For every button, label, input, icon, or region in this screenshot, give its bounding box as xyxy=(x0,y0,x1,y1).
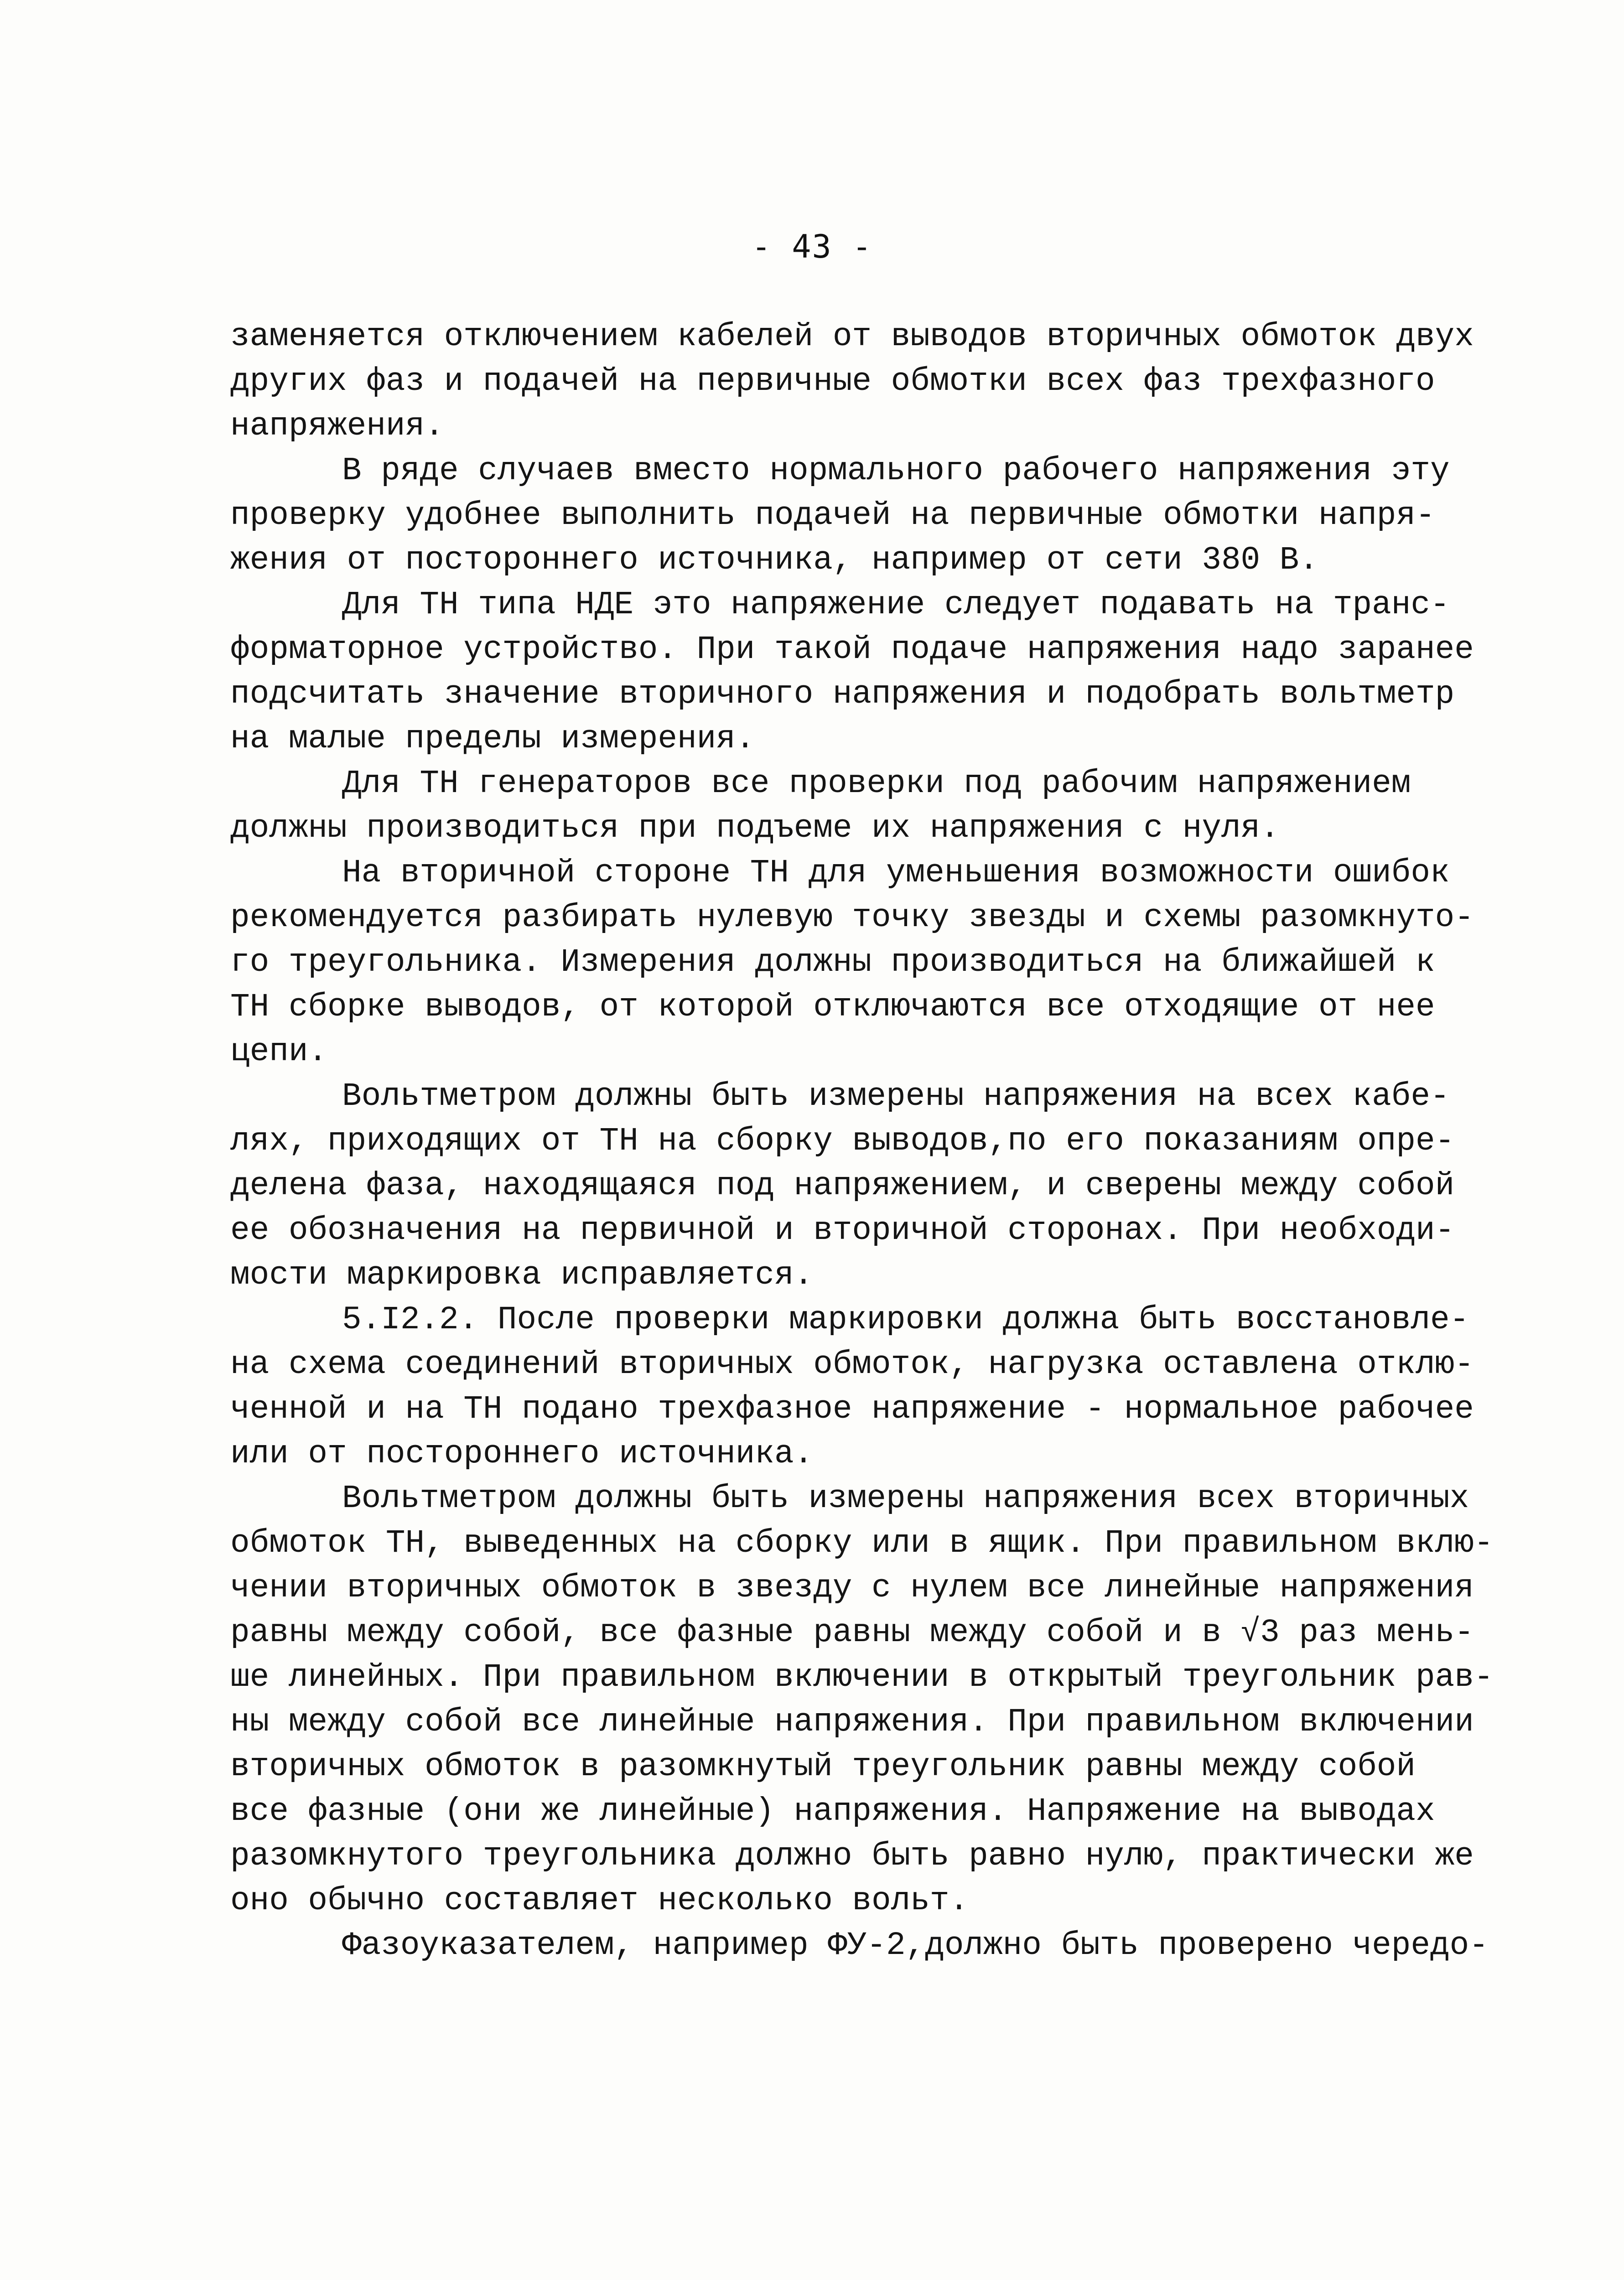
paragraph-first-line: Для ТН типа НДЕ это напряжение следует подавать на транс- xyxy=(342,587,1450,623)
text-line: жения от постороннего источника, например от сети 380 В. xyxy=(230,542,1318,579)
text-line: подсчитать значение вторичного напряжения и подобрать вольтметр xyxy=(230,676,1455,713)
text-line: оно обычно составляет несколько вольт. xyxy=(230,1883,969,1919)
paragraph-first-line: Вольтметром должны быть измерены напряжения на всех кабе- xyxy=(342,1078,1450,1115)
paragraph-first-line: Фазоуказателем, например ФУ-2,должно быть проверено чередо- xyxy=(342,1928,1489,1964)
text-line: рекомендуется разбирать нулевую точку звезды и схемы разомкнуто- xyxy=(230,900,1474,936)
paragraph-first-line: На вторичной стороне ТН для уменьшения возможности ошибок xyxy=(342,855,1450,891)
paragraph-first-line: 5.I2.2. После проверки маркировки должна быть восстановле- xyxy=(342,1302,1469,1338)
text-line: все фазные (они же линейные) напряжения. Напряжение на выводах xyxy=(230,1793,1435,1830)
page-number: - 43 - xyxy=(752,228,872,265)
text-line: разомкнутого треугольника должно быть равно нулю, практически же xyxy=(230,1838,1474,1875)
body-text xyxy=(230,315,1494,1968)
text-line: ТН сборке выводов, от которой отключаются все отходящие от нее xyxy=(230,989,1435,1026)
text-line: форматорное устройство. При такой подаче напряжения надо заранее xyxy=(230,632,1474,668)
text-line: других фаз и подачей на первичные обмотки всех фаз трехфазного xyxy=(230,363,1435,400)
text-line: проверку удобнее выполнить подачей на первичные обмотки напря- xyxy=(230,497,1435,534)
text-line: на малые пределы измерения. xyxy=(230,721,755,757)
text-line: обмоток ТН, выведенных на сборку или в ящик. При правильном вклю- xyxy=(230,1525,1494,1562)
text-line: напряжения. xyxy=(230,408,444,445)
text-line: равны между собой, все фазные равны между собой и в √3 раз мень- xyxy=(230,1615,1474,1651)
paragraph-first-line: Для ТН генераторов все проверки под рабочим напряжением xyxy=(342,766,1411,802)
text-line: делена фаза, находящаяся под напряжением, и сверены между собой xyxy=(230,1168,1455,1204)
text-line: ченной и на ТН подано трехфазное напряжение - нормальное рабочее xyxy=(230,1391,1474,1428)
text-line: ны между собой все линейные напряжения. При правильном включении xyxy=(230,1704,1474,1741)
text-line: чении вторичных обмоток в звезду с нулем все линейные напряжения xyxy=(230,1570,1474,1606)
paragraph-first-line: Вольтметром должны быть измерены напряжения всех вторичных xyxy=(342,1481,1469,1517)
text-line: мости маркировка исправляется. xyxy=(230,1257,814,1294)
paragraph-first-line: В ряде случаев вместо нормального рабочего напряжения эту xyxy=(342,453,1450,489)
text-line: ее обозначения на первичной и вторичной сторонах. При необходи- xyxy=(230,1213,1455,1249)
text-line: или от постороннего источника. xyxy=(230,1436,814,1472)
text-line: на схема соединений вторичных обмоток, нагрузка оставлена отклю- xyxy=(230,1347,1474,1383)
text-line: вторичных обмоток в разомкнутый треугольник равны между собой xyxy=(230,1749,1416,1785)
text-line: ше линейных. При правильном включении в открытый треугольник рав- xyxy=(230,1659,1494,1696)
text-line: цепи. xyxy=(230,1034,328,1070)
text-line: го треугольника. Измерения должны производиться на ближайшей к xyxy=(230,944,1435,981)
text-line: лях, приходящих от ТН на сборку выводов,по его показаниям опре- xyxy=(230,1123,1455,1160)
text-line: заменяется отключением кабелей от выводов вторичных обмоток двух xyxy=(230,319,1474,355)
text-line: должны производиться при подъеме их напряжения с нуля. xyxy=(230,810,1280,847)
